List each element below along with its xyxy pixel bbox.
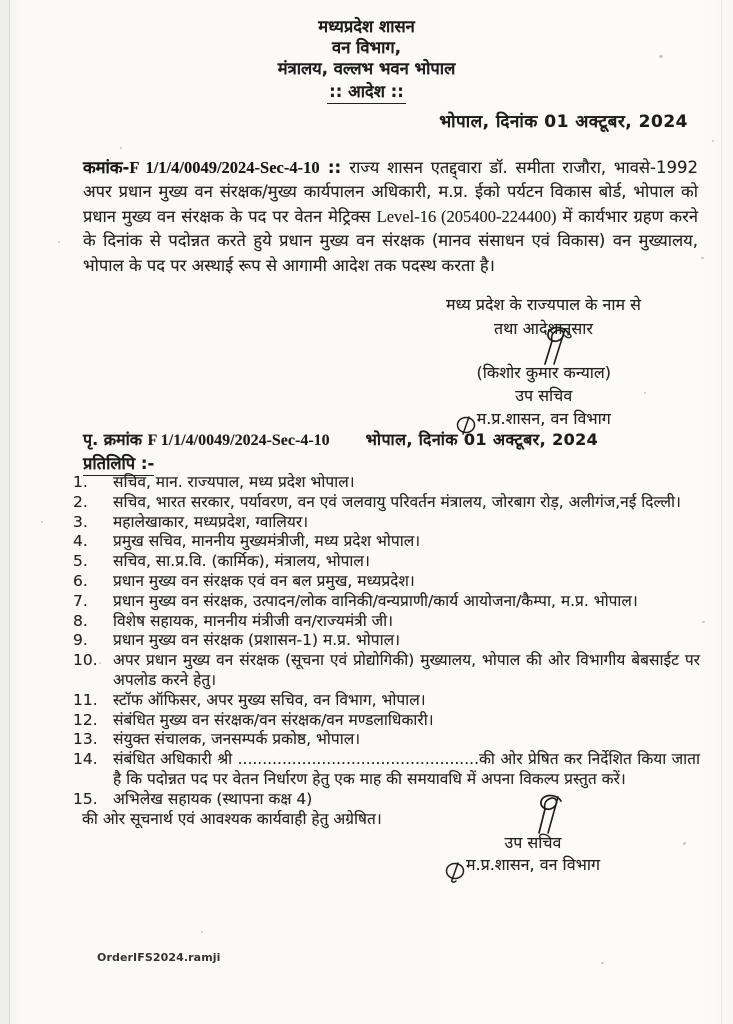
- ref-separator: ::: [319, 157, 350, 177]
- office-address: मंत्रालय, वल्लभ भवन भोपाल: [277, 59, 456, 78]
- order-body-text-2: में कार्यभार ग्रहण करने के दिनांक से पदोन्नत करते हुये प्रधान मुख्य वन संरक्षक (मानव संसाधन एवं विकास) वन मुख्यालय, भोपाल के पद पर अस्थाई रूप से आगामी आदेश तक पदस्थ करता है।: [83, 206, 698, 275]
- initials-flourish-icon: [444, 859, 468, 883]
- list-item-number: 13.: [73, 730, 98, 749]
- order-ref-label: कमांक-: [83, 157, 130, 177]
- list-item-number: 3.: [73, 512, 88, 531]
- order-title-row: [0, 81, 733, 104]
- list-item-number: 10.: [73, 651, 98, 670]
- copy-to-label: प्रतिलिपि :-: [83, 451, 154, 476]
- list-item-number: 5.: [73, 552, 88, 571]
- list-item-number: 15.: [73, 789, 98, 808]
- scan-speck: [683, 842, 686, 845]
- list-item-number: 7.: [73, 591, 88, 610]
- list-item-number: 4.: [73, 532, 88, 551]
- scan-speck: [601, 962, 604, 964]
- scan-speck: [120, 147, 122, 149]
- signature-block-2: [466, 793, 600, 876]
- copies-section: [73, 473, 700, 876]
- list-item-number: 11.: [73, 690, 98, 709]
- pay-level-text: Level-16 (205400-224400): [376, 206, 557, 226]
- signatory-designation: उप सचिव: [515, 386, 573, 405]
- list-item: [73, 473, 700, 493]
- signatory-org: म.प्र.शासन, वन विभाग: [465, 855, 600, 875]
- list-item-number: 9.: [73, 631, 88, 650]
- list-item-text: विशेष सहायक, माननीय मंत्रीजी वन/राज्यमंत्री जी।: [113, 611, 394, 630]
- signatory-org: म.प्र.शासन, वन विभाग: [476, 409, 611, 428]
- list-item-number: 6.: [73, 571, 88, 590]
- scan-speck: [644, 392, 646, 394]
- closing-line: की ओर सूचनार्थ एवं आवश्यक कार्यवाही हेतु अग्रेषित।: [82, 809, 382, 828]
- list-item-number: 2.: [73, 492, 88, 511]
- signatory-designation: उप सचिव: [504, 833, 562, 853]
- scan-speck: [701, 257, 704, 259]
- scan-edge-right: [721, 0, 722, 1024]
- list-item: [73, 612, 700, 632]
- list-item-text: अभिलेख सहायक (स्थापना कक्ष 4): [113, 789, 313, 808]
- list-item: [73, 592, 700, 612]
- list-item-text: प्रधान मुख्य वन संरक्षक एवं वन बल प्रमुख, मध्यप्रदेश।: [113, 571, 415, 590]
- list-item-text: सचिव, भारत सरकार, पर्यावरण, वन एवं जलवायु परिवर्तन मंत्रालय, जोरबाग रोड़, अलीगंज,नई दिल्ली।: [113, 492, 681, 511]
- endorsement-line: [83, 428, 698, 450]
- signature-block-1: [477, 326, 611, 430]
- list-item: [73, 572, 700, 592]
- list-item: [73, 493, 700, 513]
- list-item-text: प्रधान मुख्य वन संरक्षक, उत्पादन/लोक वानिकी/वन्यप्राणी/कार्य आयोजना/कैम्पा, म.प्र. भोपाल।: [113, 591, 638, 610]
- scan-speck: [201, 931, 203, 933]
- list-item: [73, 691, 700, 711]
- scan-speck: [58, 241, 60, 243]
- place-date-line: भोपाल, दिनांक 01 अक्टूबर, 2024: [439, 112, 688, 132]
- endorsement-ref: पृ. क्रमांक F 1/1/4/0049/2024-Sec-4-10: [83, 430, 330, 449]
- endorsement-date: भोपाल, दिनांक 01 अक्टूबर, 2024: [365, 430, 599, 449]
- authority-line-2: तथा आदेशानुसार: [494, 319, 593, 338]
- list-item: [73, 651, 700, 691]
- list-item-number: 8.: [73, 611, 88, 630]
- list-item: [73, 790, 700, 810]
- list-item-number: 1.: [73, 473, 88, 491]
- scan-speck: [659, 55, 663, 58]
- letterhead: [0, 16, 733, 104]
- list-item: [73, 750, 700, 790]
- government-name: मध्यप्रदेश शासन: [318, 17, 415, 36]
- scan-speck: [702, 621, 705, 623]
- scan-edge-left: [9, 0, 10, 1024]
- scan-speck: [99, 662, 101, 664]
- list-item-number: 14.: [73, 750, 98, 769]
- list-item-text: प्रधान मुख्य वन संरक्षक (प्रशासन-1) म.प्र. भोपाल।: [113, 631, 400, 650]
- signatory-org-line: [477, 407, 611, 430]
- list-item: [73, 730, 700, 750]
- authority-line-1: मध्य प्रदेश के राज्यपाल के नाम से: [445, 295, 641, 314]
- list-item-text: सचिव, मान. राज्यपाल, मध्य प्रदेश भोपाल।: [113, 473, 355, 491]
- department-name: वन विभाग,: [332, 38, 401, 57]
- list-item-text: प्रमुख सचिव, माननीय मुख्यमंत्रीजी, मध्य प्रदेश भोपाल।: [113, 532, 421, 551]
- scan-speck: [41, 521, 43, 523]
- list-item: [73, 513, 700, 533]
- list-item-text: संबंधित मुख्य वन संरक्षक/वन संरक्षक/वन मण्डलाधिकारी।: [113, 710, 434, 729]
- list-item: [73, 631, 700, 651]
- order-paragraph: [83, 156, 698, 279]
- list-item-text: संयुक्त संचालक, जनसम्पर्क प्रकोष्ठ, भोपाल।: [113, 730, 361, 749]
- order-ref-number: F 1/1/4/0049/2024-Sec-4-10: [129, 157, 320, 177]
- order-body-text: राज्य शासन एतद्द्वारा डॉ. समीता राजौरा, भावसे-1992 अपर प्रधान मुख्य वन संरक्षक/मुख्य कार्यपालन अधिकारी, म.प्र. ईको पर्यटन विकास बोर्ड, भोपाल को प्रधान मुख्य वन संरक्षक के पद पर वेतन मेट्रिक्स: [83, 157, 699, 226]
- scan-speck: [712, 140, 714, 142]
- signatory-name: (किशोर कुमार कन्याल): [476, 363, 611, 382]
- handwritten-signature-icon: [528, 793, 574, 835]
- order-title: :: आदेश ::: [327, 81, 406, 104]
- list-item: [73, 552, 700, 572]
- list-item-text: स्टॉफ ऑफिसर, अपर मुख्य सचिव, वन विभाग, भोपाल।: [113, 690, 426, 709]
- list-item: [73, 711, 700, 731]
- list-item-text: संबंधित अधिकारी श्री .................................................की ओर प्रेषित कर निर्देशित किया जाता है कि पदोन्नत पद पर वेतन निर्धारण हेतु एक माह की समयावधि में अपना विकल्प प्रस्तुत करें।: [113, 750, 700, 788]
- endorsement-ref-number: F 1/1/4/0049/2024-Sec-4-10: [147, 432, 330, 449]
- list-item-text: सचिव, सा.प्र.वि. (कार्मिक), मंत्रालय, भोपाल।: [113, 552, 370, 571]
- list-item-text: अपर प्रधान मुख्य वन संरक्षक (सूचना एवं प्रोद्योगिकी) मुख्यालय, भोपाल की ओर विभागीय बेबसाईट पर अपलोड करने हेतु।: [113, 651, 700, 689]
- list-item-number: 12.: [73, 710, 98, 729]
- signatory-org-line: [466, 854, 600, 876]
- list-item: [73, 532, 700, 552]
- handwritten-signature-icon: [535, 326, 581, 366]
- file-reference-footer: OrderIFS2024.ramji: [97, 951, 221, 964]
- list-item-text: महालेखाकार, मध्यप्रदेश, ग्वालियर।: [113, 512, 309, 531]
